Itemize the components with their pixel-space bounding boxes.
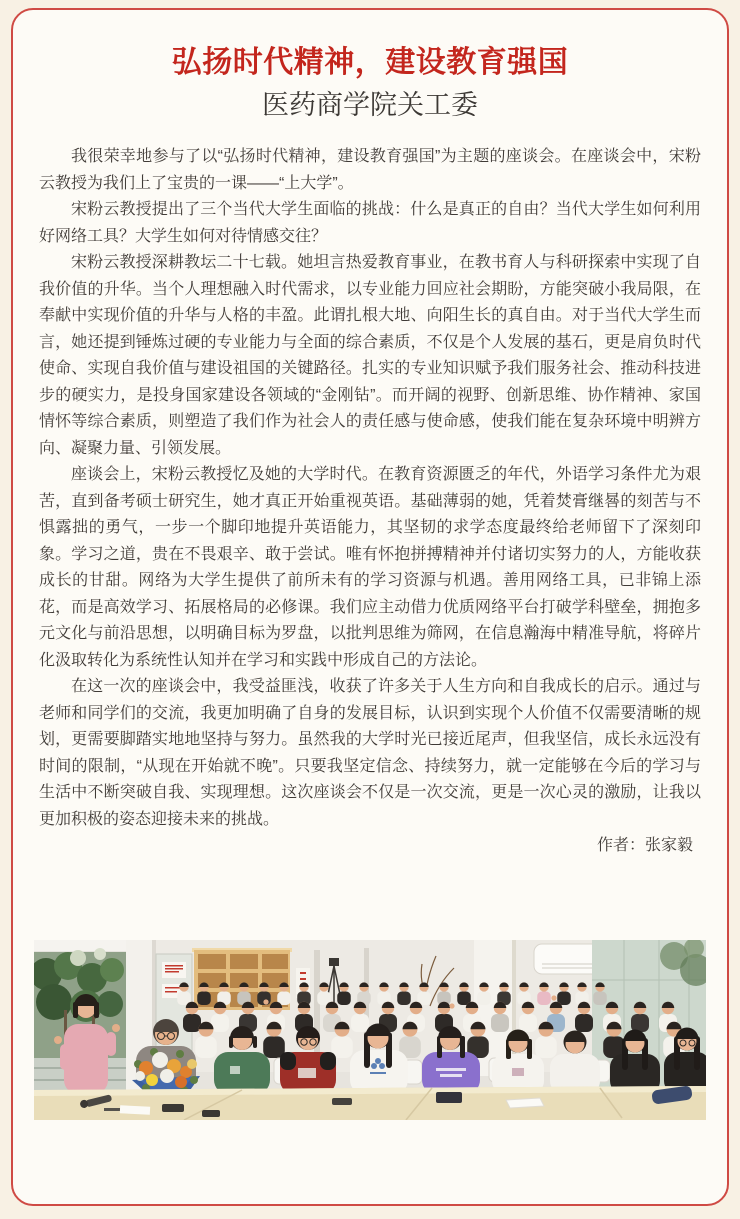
article-title: 弘扬时代精神，建设教育强国 <box>171 46 569 79</box>
paragraph: 座谈会上，宋粉云教授忆及她的大学时代。在教育资源匮乏的年代，外语学习条件尤为艰苦，直到备考硕士研究生，她才真正开始重视英语。基础薄弱的她，凭着焚膏继晷的刻苦与不惧露拙的勇气，一步一个脚印地提升英语能力，其坚韧的求学态度最终给老师留下了深刻印象。学习之道，贵在不畏艰辛、敢于尝试。唯有怀抱拼搏精神并付诸切实努力的人，方能收获成长的甘甜。网络为大学生提供了前所未有的学习资源与机遇。善用网络工具，已非锦上添花，而是高效学习、拓展格局的必修课。我们应主动借力优质网络平台打破学科壁垒，拥抱多元文化与前沿思想，以明确目标为罗盘，以批判思维为筛网，在信息瀚海中精准导航，将碎片化汲取转化为系统性认知并在学习和实践中形成自己的方法论。 <box>39 466 701 669</box>
article-body <box>39 144 701 833</box>
photo-phone <box>162 1104 184 1112</box>
photo-phone <box>332 1098 352 1105</box>
paragraph: 在这一次的座谈会中，我受益匪浅，收获了许多关于人生方向和自我成长的启示。通过与老师和同学们的交流，我更加明确了自身的发展目标，认识到实现个人价值不仅需要清晰的规划，更需要脚踏实地地坚持与努力。虽然我的大学时光已接近尾声，但我坚信，成长永远没有时间的限制，“从现在开始就不晚”。只要我坚定信念、持续努力，就一定能够在今后的学习与生活中不断突破自我、实现理想。这次座谈会不仅是一次交流，更是一次心灵的激励，让我以更加积极的姿态迎接未来的挑战。 <box>39 678 701 828</box>
paragraph: 宋粉云教授提出了三个当代大学生面临的挑战：什么是真正的自由？当代大学生如何利用好网络工具？大学生如何对待情感交往？ <box>39 201 701 245</box>
photo-papers <box>506 1098 544 1108</box>
photo-phone <box>436 1092 462 1103</box>
group-photo <box>34 940 706 1120</box>
photo-table <box>34 1085 706 1120</box>
author-line: 作者：张家毅 <box>596 837 693 854</box>
paragraph: 宋粉云教授深耕教坛二十七载。她坦言热爱教育事业，在教书育人与科研探索中实现了自我价值的升华。当个人理想融入时代需求，以专业能力回应社会期盼，方能突破小我局限，在奉献中实现价值的升华与人格的丰盈。此谓扎根大地、向阳生长的真自由。对于当代大学生而言，她还提到锤炼过硬的专业能力与全面的综合素质，不仅是个人发展的基石，更是肩负时代使命、实现自我价值与建设祖国的关键路径。扎实的专业知识赋予我们服务社会、推动科技进步的硬实力，是投身国家建设各领域的“金刚钻”。而开阔的视野、创新思维、协作精神、家国情怀等综合素质，则塑造了我们作为社会人的责任感与使命感，使我们能在复杂环境中明辨方向、凝聚力量、引领发展。 <box>39 254 701 457</box>
group-photo-graphic <box>34 940 706 1120</box>
paragraph: 我很荣幸地参与了以“弘扬时代精神，建设教育强国”为主题的座谈会。在座谈会中，宋粉云教授为我们上了宝贵的一课——“上大学”。 <box>39 148 701 192</box>
article-card <box>11 8 729 1206</box>
article-subtitle: 医药商学院关工委 <box>262 90 478 120</box>
